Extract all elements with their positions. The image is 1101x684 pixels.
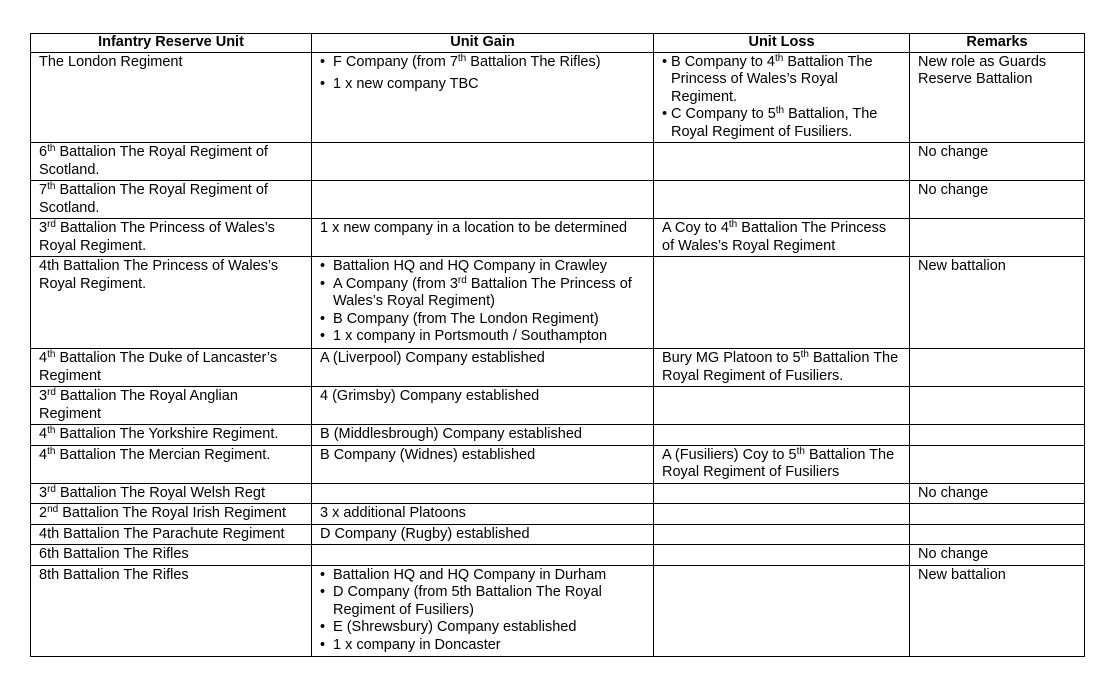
list-item: • B Company to 4th Battalion The Princess of Wales’s Royal Regiment. <box>670 54 901 107</box>
list-item: • D Company (from 5th Battalion The Royal Regiment of Fusiliers) <box>332 584 645 619</box>
table-row <box>31 445 1085 483</box>
loss-cell <box>654 545 910 566</box>
infantry-reserve-table <box>30 33 1085 657</box>
gain-cell: A (Liverpool) Company established <box>312 349 654 387</box>
header-row <box>31 34 1085 53</box>
list-item: • Battalion HQ and HQ Company in Crawley <box>332 258 645 276</box>
loss-cell <box>654 565 910 656</box>
unit-cell: 4th Battalion The Yorkshire Regiment. <box>31 425 312 446</box>
table-row <box>31 425 1085 446</box>
table-row <box>31 545 1085 566</box>
table-row <box>31 219 1085 257</box>
gain-cell: D Company (Rugby) established <box>312 524 654 545</box>
remarks-cell <box>910 425 1085 446</box>
remarks-cell: No change <box>910 483 1085 504</box>
list-item: • Battalion HQ and HQ Company in Durham <box>332 567 645 585</box>
remarks-cell <box>910 524 1085 545</box>
header-loss: Unit Loss <box>654 34 910 53</box>
loss-cell: A Coy to 4th Battalion The Princess of Wales’s Royal Regiment <box>654 219 910 257</box>
loss-cell <box>654 143 910 181</box>
unit-cell: 3rd Battalion The Royal Welsh Regt <box>31 483 312 504</box>
gain-cell <box>312 545 654 566</box>
remarks-cell: New battalion <box>910 565 1085 656</box>
table-row <box>31 349 1085 387</box>
unit-cell: 2nd Battalion The Royal Irish Regiment <box>31 504 312 525</box>
loss-cell: Bury MG Platoon to 5th Battalion The Royal Regiment of Fusiliers. <box>654 349 910 387</box>
loss-cell <box>654 504 910 525</box>
unit-cell: 7th Battalion The Royal Regiment of Scotland. <box>31 181 312 219</box>
loss-cell <box>654 181 910 219</box>
unit-cell: 3rd Battalion The Princess of Wales’s Royal Regiment. <box>31 219 312 257</box>
remarks-cell: No change <box>910 181 1085 219</box>
list-item: • B Company (from The London Regiment) <box>332 311 645 329</box>
gain-cell: B Company (Widnes) established <box>312 445 654 483</box>
list-item: • 1 x company in Portsmouth / Southampton <box>332 328 645 346</box>
unit-cell: The London Regiment <box>31 52 312 143</box>
list-item: • 1 x company in Doncaster <box>332 637 645 655</box>
unit-cell: 4th Battalion The Mercian Regiment. <box>31 445 312 483</box>
remarks-cell: New role as Guards Reserve Battalion <box>910 52 1085 143</box>
loss-cell <box>654 257 910 349</box>
table-row <box>31 483 1085 504</box>
list-item: • F Company (from 7th Battalion The Rifles) <box>332 54 645 72</box>
unit-cell: 4th Battalion The Princess of Wales’s Royal Regiment. <box>31 257 312 349</box>
remarks-cell: New battalion <box>910 257 1085 349</box>
header-gain: Unit Gain <box>312 34 654 53</box>
unit-cell: 3rd Battalion The Royal Anglian Regiment <box>31 387 312 425</box>
loss-cell <box>654 524 910 545</box>
remarks-cell <box>910 504 1085 525</box>
gain-cell: 1 x new company in a location to be determined <box>312 219 654 257</box>
header-remarks: Remarks <box>910 34 1085 53</box>
loss-cell <box>654 387 910 425</box>
unit-cell: 6th Battalion The Rifles <box>31 545 312 566</box>
loss-cell <box>654 52 910 143</box>
remarks-cell: No change <box>910 143 1085 181</box>
table-row <box>31 143 1085 181</box>
remarks-cell <box>910 445 1085 483</box>
gain-cell: 3 x additional Platoons <box>312 504 654 525</box>
header-unit: Infantry Reserve Unit <box>31 34 312 53</box>
gain-cell: B (Middlesbrough) Company established <box>312 425 654 446</box>
table-row <box>31 387 1085 425</box>
unit-cell: 8th Battalion The Rifles <box>31 565 312 656</box>
list-item: • E (Shrewsbury) Company established <box>332 619 645 637</box>
table-row <box>31 565 1085 656</box>
table-row <box>31 504 1085 525</box>
remarks-cell: No change <box>910 545 1085 566</box>
unit-cell: 6th Battalion The Royal Regiment of Scotland. <box>31 143 312 181</box>
table-row <box>31 52 1085 143</box>
table-row <box>31 257 1085 349</box>
list-item: • 1 x new company TBC <box>332 76 645 94</box>
loss-cell <box>654 425 910 446</box>
remarks-cell <box>910 387 1085 425</box>
gain-cell <box>312 52 654 143</box>
gain-cell <box>312 483 654 504</box>
table-row <box>31 181 1085 219</box>
table-row <box>31 524 1085 545</box>
gain-cell <box>312 565 654 656</box>
loss-cell <box>654 483 910 504</box>
gain-cell <box>312 257 654 349</box>
unit-cell: 4th Battalion The Duke of Lancaster’s Regiment <box>31 349 312 387</box>
list-item: • A Company (from 3rd Battalion The Princess of Wales’s Royal Regiment) <box>332 276 645 311</box>
gain-cell <box>312 143 654 181</box>
remarks-cell <box>910 349 1085 387</box>
unit-cell: 4th Battalion The Parachute Regiment <box>31 524 312 545</box>
remarks-cell <box>910 219 1085 257</box>
loss-cell: A (Fusiliers) Coy to 5th Battalion The Royal Regiment of Fusiliers <box>654 445 910 483</box>
gain-cell <box>312 181 654 219</box>
list-item: • C Company to 5th Battalion, The Royal Regiment of Fusiliers. <box>670 106 901 141</box>
gain-cell: 4 (Grimsby) Company established <box>312 387 654 425</box>
